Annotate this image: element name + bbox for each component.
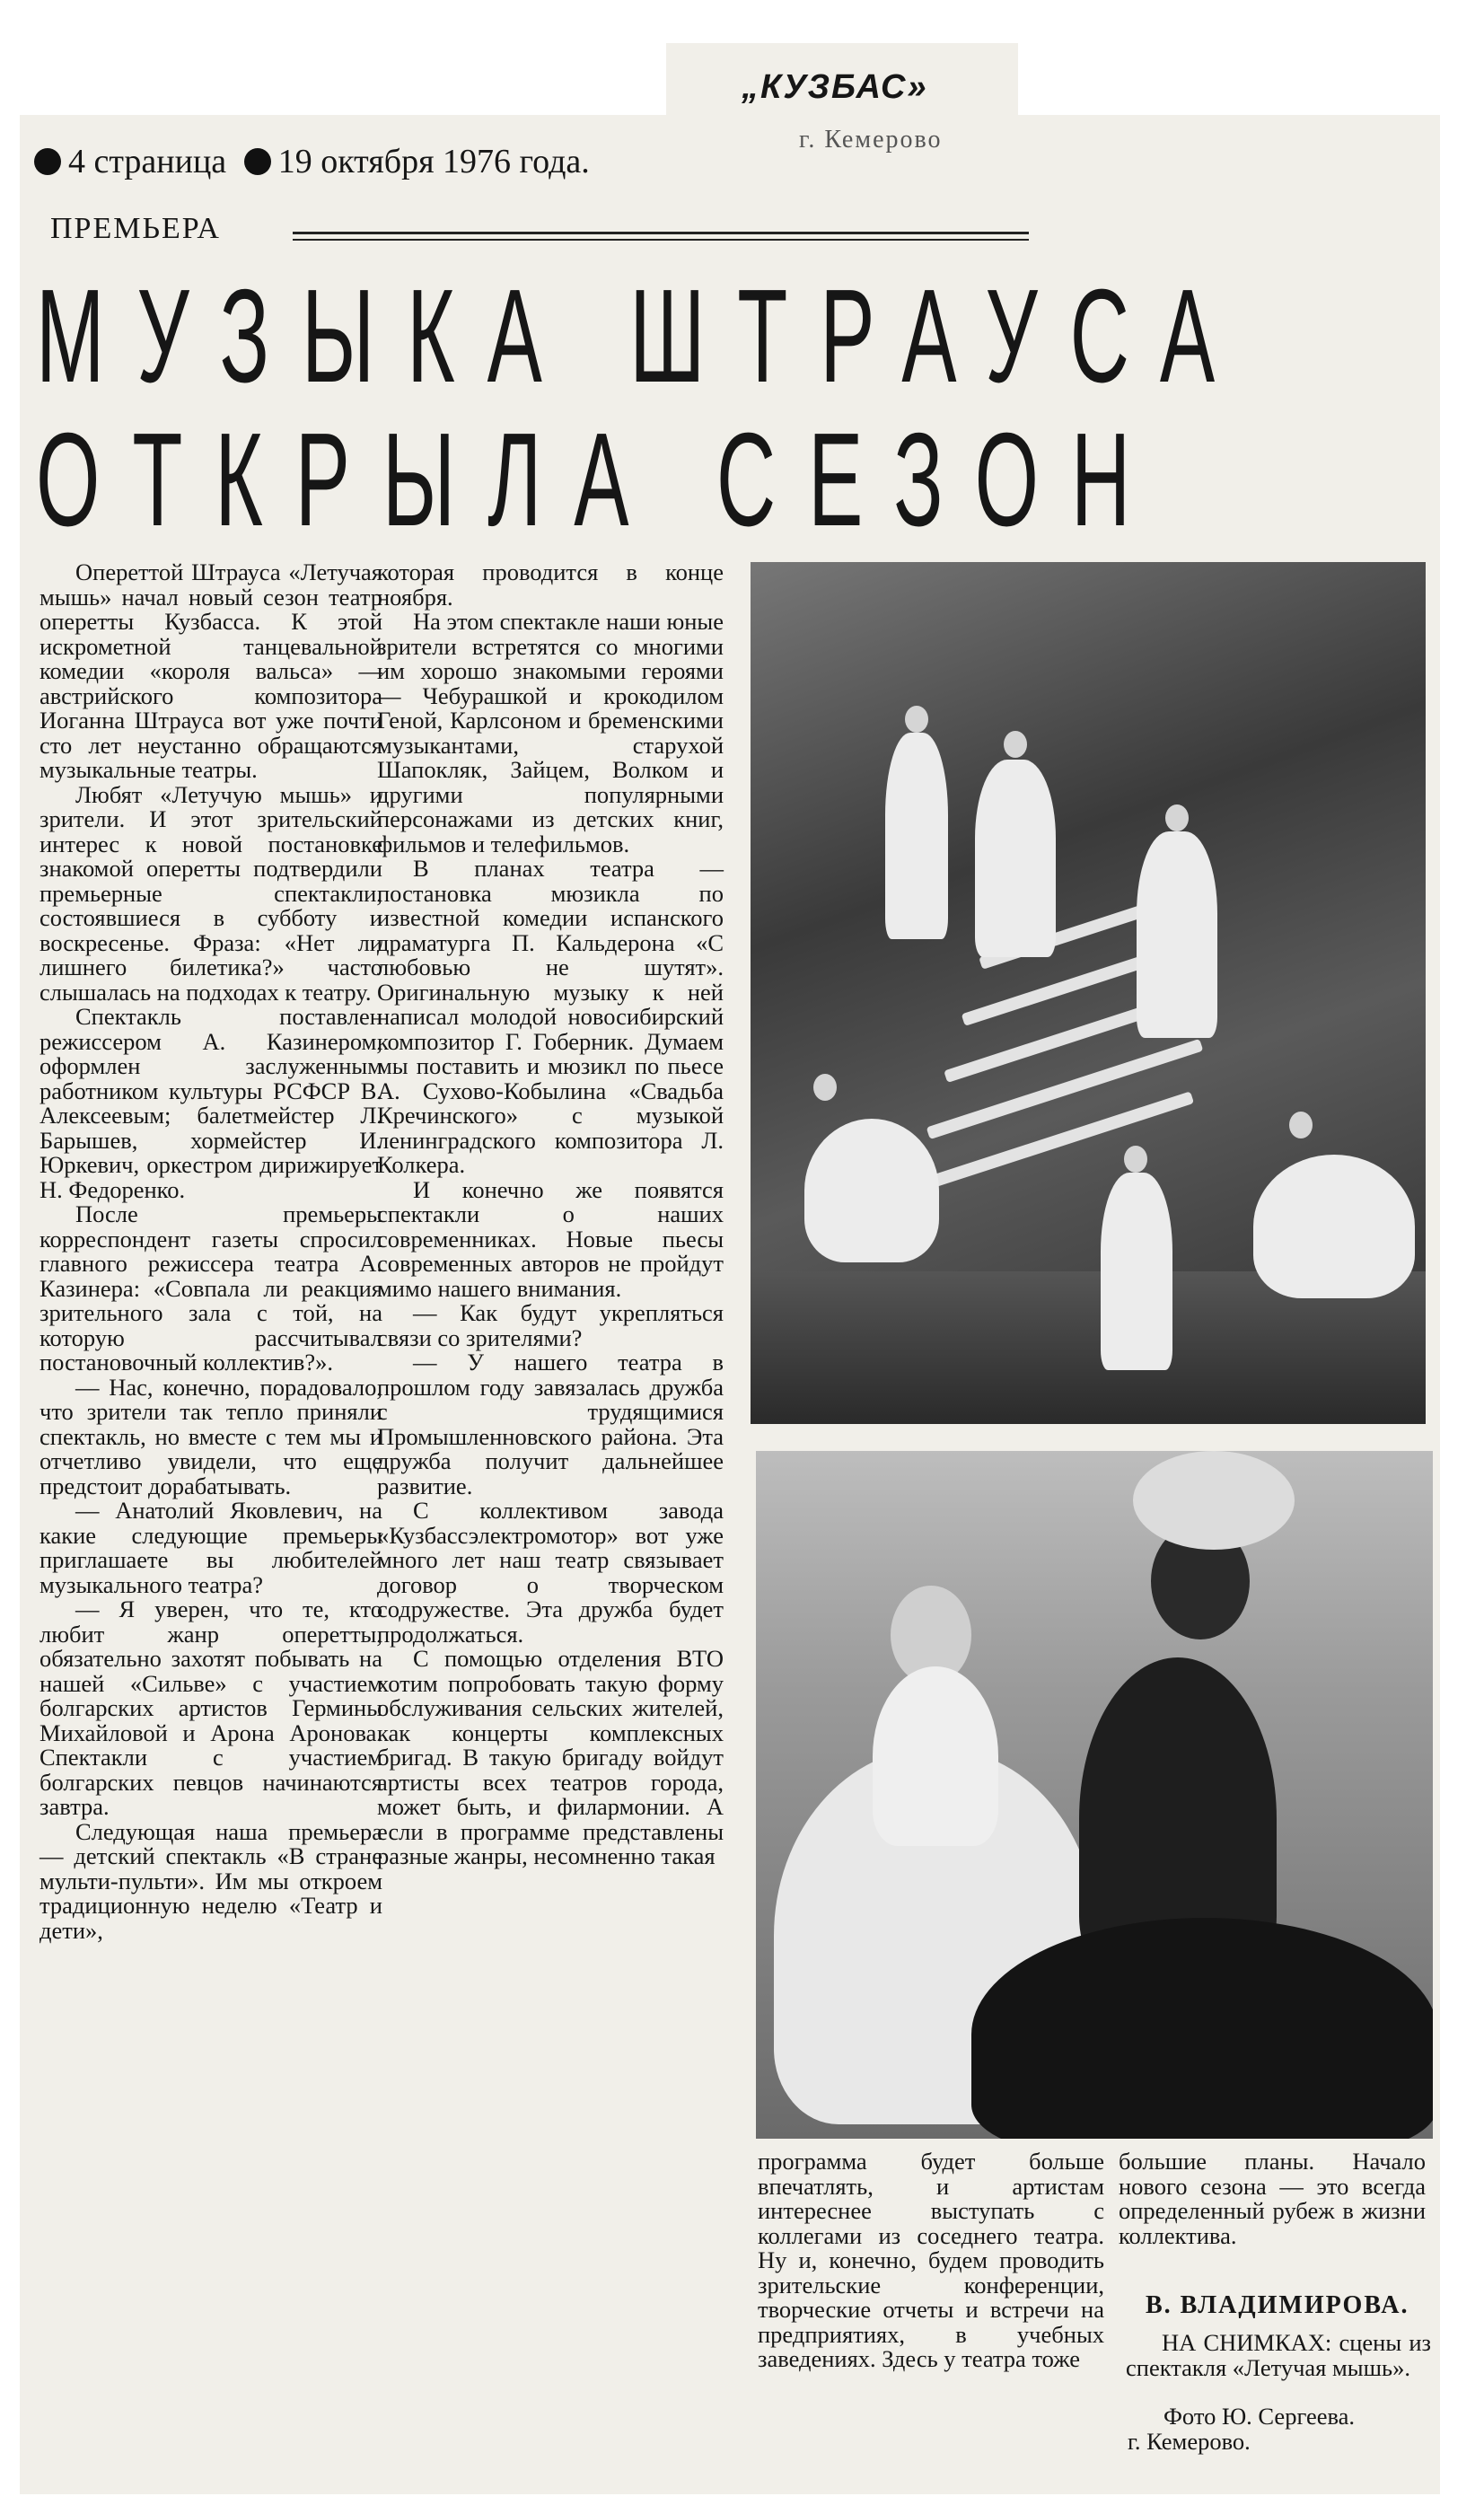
paragraph: — Я уверен, что те, кто любит жанр оперетты, обязательно захотят побывать на нашей «Сильве» с участием болгарских артистов Гермины Михайловой и Арона Аронова. Спектакли с участием болгарских певцов начинаются завтра.: [40, 1595, 382, 1820]
masthead-city: г. Кемерово: [799, 126, 943, 154]
article-column-3: [758, 2149, 1104, 2372]
rubric-label: ПРЕМЬЕРА: [50, 212, 221, 245]
paragraph: С помощью отделения ВТО хотим попробовать такую форму обслуживания сельских жителей, как концерты комплексных бригад. В такую бригаду войдут артисты всех театров города, может быть, и филармонии. А если в программе представлены разные жанры, несомненно такая: [377, 1645, 724, 1869]
caption-text: НА СНИМКАХ: сцены из спектакля «Летучая мышь».: [1126, 2329, 1431, 2381]
paragraph: — Анатолий Яковлевич, на какие следующие премьеры приглашаете вы любителей музыкального театра?: [40, 1497, 382, 1598]
paragraph: С коллективом завода «Кузбассэлектромотор» вот уже много лет наш театр связывает договор о творческом содружестве. Эта дружба будет продолжаться.: [377, 1497, 724, 1648]
bullet-icon: [244, 148, 271, 175]
page-number: 4 страница: [68, 143, 227, 180]
bullet-icon: [34, 148, 61, 175]
author-signature: В. ВЛАДИМИРОВА.: [1146, 2291, 1409, 2319]
newspaper-masthead: „КУЗБАС»: [742, 68, 928, 106]
paragraph: Опереттой Штрауса «Летучая мышь» начал новый сезон театр оперетты Кузбасса. К этой искрометной танцевальной комедии «короля вальса» — австрийского композитора Иоганна Штрауса вот уже почти сто лет неустанно обращаются музыкальные театры.: [40, 558, 382, 783]
paragraph: Любят «Летучую мышь» и зрители. И этот зрительский интерес к новой постановке знакомой оперетты подтвердили премьерные спектакли, состоявшиеся в субботу и воскресенье. Фраза: «Нет ли лишнего билетика?» часто слышалась на подходах к театру.: [40, 780, 382, 1006]
photo-city: г. Кемерово.: [1128, 2427, 1251, 2455]
paragraph: — Нас, конечно, порадовало, что зрители так тепло приняли спектакль, но вместе с тем мы и отчетливо увидели, что еще предстоит дорабатывать.: [40, 1373, 382, 1499]
paragraph: которая проводится в конце ноября.: [377, 558, 724, 611]
paragraph: Спектакль поставлен режиссером А. Казинером, оформлен заслуженным работником культуры РСФСР В. Алексеевым; балетмейстер Л. Барышев, хормейстер И. Юркевич, оркестром дирижирует Н. Федоренко.: [40, 1003, 382, 1203]
rubric-rule: [293, 232, 1029, 234]
paragraph: — У нашего театра в прошлом году завязалась дружба с трудящимися Промышленновского района. Эта дружба получит дальнейшее развитие.: [377, 1349, 724, 1499]
paragraph: И конечно же появятся спектакли о наших современниках. Новые пьесы современных авторов не пройдут мимо нашего внимания.: [377, 1175, 724, 1302]
photo-caption: [1126, 2331, 1431, 2380]
photo-stage-staircase: [751, 562, 1426, 1424]
photo-credit: [1128, 2403, 1356, 2455]
paragraph: На этом спектакле наши юные зрители встретятся со многими им хорошо знакомыми героями — Чебурашкой и крокодилом Геной, Карлсоном и бременскими музыкантами, старухой Шапокляк, Зайцем, Волком и другими популярными персонажами из детских книг, фильмов и телефильмов.: [377, 608, 724, 857]
headline-line-2: ОТКРЫЛА СЕЗОН: [36, 406, 1163, 554]
paragraph: Следующая наша премьера — детский спектакль «В стране мульти-пульти». Им мы откроем традиционную неделю «Театр и дети»,: [40, 1817, 382, 1944]
paragraph: В планах театра — постановка мюзикла по известной комедии испанского драматурга П. Кальдерона «С любовью не шутят». Оригинальную музыку к ней написал молодой новосибирский композитор Г. Гоберник. Думаем мы поставить и мюзикл по пьесе А. Сухово-Кобылина «Свадьба Кречинского» с музыкой ленинградского композитора Л. Колкера.: [377, 855, 724, 1178]
paragraph: — Как будут укрепляться связи со зрителями?: [377, 1299, 724, 1351]
paragraph: После премьеры корреспондент газеты спросил главного режиссера театра А. Казинера: «Совпала ли реакция зрительного зала с той, на которую рассчитывал постановочный коллектив?».: [40, 1200, 382, 1376]
photographer: Фото Ю. Сергеева.: [1163, 2403, 1356, 2430]
paragraph: программа будет больше впечатлять, и артистам интереснее выступать с коллегами из соседнего театра. Ну и, конечно, будем проводить зрительские конференции, творческие отчеты и встречи на предприятиях, в учебных заведениях. Здесь у театра тоже: [758, 2148, 1104, 2372]
photo-stage-duet: [756, 1451, 1433, 2139]
article-column-2: [377, 560, 724, 1869]
issue-date: 19 октября 1976 года.: [277, 143, 590, 180]
dateline: [34, 142, 590, 181]
headline-line-1: МУЗЫКА ШТРАУСА: [36, 262, 1248, 410]
article-column-1: [40, 560, 382, 1943]
rubric-rule: [293, 239, 1029, 241]
paragraph: большие планы. Начало нового сезона — это всегда определенный рубеж в жизни коллектива.: [1119, 2148, 1426, 2249]
article-column-4: [1119, 2149, 1426, 2248]
